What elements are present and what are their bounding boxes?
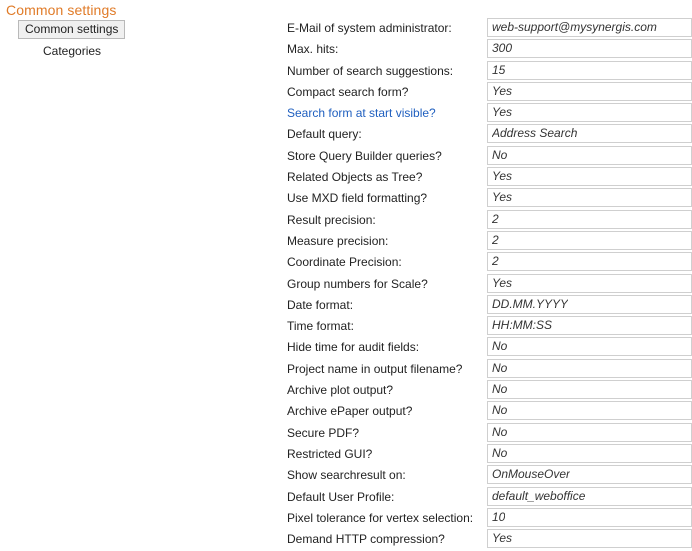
setting-value: No: [492, 403, 508, 418]
setting-value-field[interactable]: [487, 401, 692, 420]
setting-value: Yes: [492, 275, 513, 290]
setting-row: [287, 401, 692, 422]
setting-value-field[interactable]: [487, 508, 692, 527]
setting-value: web-support@mysynergis.com: [492, 20, 657, 34]
setting-value-field[interactable]: [487, 124, 692, 143]
setting-row: [287, 82, 692, 103]
setting-value-field[interactable]: [487, 231, 692, 250]
setting-row: [287, 167, 692, 188]
setting-value-field[interactable]: [487, 167, 692, 186]
setting-label: Default User Profile:: [287, 489, 395, 504]
setting-value-field[interactable]: [487, 295, 692, 314]
setting-row: [287, 444, 692, 465]
setting-value-field[interactable]: [487, 444, 692, 463]
setting-row: [287, 380, 692, 401]
setting-row: [287, 337, 692, 358]
setting-value: No: [492, 147, 508, 162]
setting-value: Yes: [492, 190, 513, 205]
setting-row: [287, 295, 692, 316]
setting-label: Result precision:: [287, 212, 376, 227]
setting-row: [287, 124, 692, 145]
setting-label: Archive ePaper output?: [287, 404, 413, 419]
setting-label: Time format:: [287, 319, 354, 334]
setting-row: [287, 508, 692, 529]
setting-value-field[interactable]: [487, 274, 692, 293]
setting-label: Coordinate Precision:: [287, 255, 402, 270]
setting-value-field[interactable]: [487, 188, 692, 207]
setting-value-field[interactable]: [487, 529, 692, 548]
setting-value-field[interactable]: [487, 252, 692, 271]
setting-row: [287, 210, 692, 231]
setting-label: Date format:: [287, 297, 354, 312]
setting-value: 2: [492, 254, 499, 269]
setting-row: [287, 359, 692, 380]
setting-row: [287, 529, 692, 550]
setting-value: No: [492, 424, 508, 439]
setting-value-field[interactable]: [487, 359, 692, 378]
setting-label: Pixel tolerance for vertex selection:: [287, 510, 474, 525]
setting-label: Show searchresult on:: [287, 468, 406, 483]
setting-value: Yes: [492, 169, 513, 184]
page-title: Common settings: [6, 2, 117, 18]
sidebar: [0, 20, 285, 61]
setting-value: Yes: [492, 105, 513, 120]
setting-row: [287, 465, 692, 486]
setting-row: [287, 39, 692, 60]
setting-row: [287, 274, 692, 295]
setting-value: Address Search: [492, 126, 578, 141]
setting-row: [287, 146, 692, 167]
setting-label: Store Query Builder queries?: [287, 148, 442, 163]
setting-value-field[interactable]: [487, 487, 692, 506]
setting-label: Secure PDF?: [287, 425, 360, 440]
setting-value: 15: [492, 62, 506, 77]
setting-value-field[interactable]: [487, 423, 692, 442]
setting-value-field[interactable]: [487, 316, 692, 335]
setting-value-field[interactable]: [487, 380, 692, 399]
setting-row: [287, 103, 692, 124]
setting-label: Demand HTTP compression?: [287, 532, 445, 547]
setting-value-field[interactable]: [487, 103, 692, 122]
setting-label: Max. hits:: [287, 42, 339, 57]
setting-label: Measure precision:: [287, 233, 389, 248]
setting-label: Default query:: [287, 127, 362, 142]
setting-row: [287, 188, 692, 209]
setting-label: Restricted GUI?: [287, 446, 373, 461]
setting-value: default_weboffice: [492, 488, 586, 503]
setting-value: Yes: [492, 531, 513, 546]
settings-list: [287, 18, 692, 550]
setting-value-field[interactable]: [487, 146, 692, 165]
setting-label: Compact search form?: [287, 84, 409, 99]
setting-row: [287, 423, 692, 444]
sidebar-item-common-settings[interactable]: Common settings: [18, 20, 125, 39]
setting-value: 10: [492, 509, 506, 524]
setting-value-field[interactable]: [487, 82, 692, 101]
setting-value: No: [492, 382, 508, 397]
setting-value-field[interactable]: [487, 210, 692, 229]
setting-value-field[interactable]: [487, 337, 692, 356]
setting-value: 300: [492, 41, 513, 56]
setting-label: Group numbers for Scale?: [287, 276, 428, 291]
setting-value: OnMouseOver: [492, 467, 571, 482]
setting-value: Yes: [492, 83, 513, 98]
sidebar-row: [0, 42, 285, 61]
setting-row: [287, 487, 692, 508]
setting-value-field[interactable]: [487, 18, 692, 37]
setting-label: E-Mail of system administrator:: [287, 21, 452, 35]
setting-label: Project name in output filename?: [287, 361, 463, 376]
setting-value-field[interactable]: [487, 61, 692, 80]
setting-label: Number of search suggestions:: [287, 63, 454, 78]
setting-row: [287, 231, 692, 252]
setting-value: No: [492, 339, 508, 354]
setting-row: [287, 18, 692, 39]
setting-value: 2: [492, 211, 499, 226]
setting-label: Related Objects as Tree?: [287, 170, 423, 185]
setting-label[interactable]: Search form at start visible?: [287, 106, 436, 121]
setting-label: Archive plot output?: [287, 383, 394, 398]
setting-row: [287, 61, 692, 82]
setting-value-field[interactable]: [487, 465, 692, 484]
setting-row: [287, 252, 692, 273]
setting-value: No: [492, 360, 508, 375]
setting-value: DD.MM.YYYY: [492, 296, 569, 311]
setting-label: Use MXD field formatting?: [287, 191, 428, 206]
setting-row: [287, 316, 692, 337]
setting-value: 2: [492, 232, 499, 247]
sidebar-item-categories[interactable]: Categories: [43, 44, 102, 58]
setting-label: Hide time for audit fields:: [287, 340, 420, 355]
setting-value: No: [492, 445, 508, 460]
sidebar-row: [0, 20, 285, 39]
setting-value: HH:MM:SS: [492, 318, 552, 333]
setting-value-field[interactable]: [487, 39, 692, 58]
